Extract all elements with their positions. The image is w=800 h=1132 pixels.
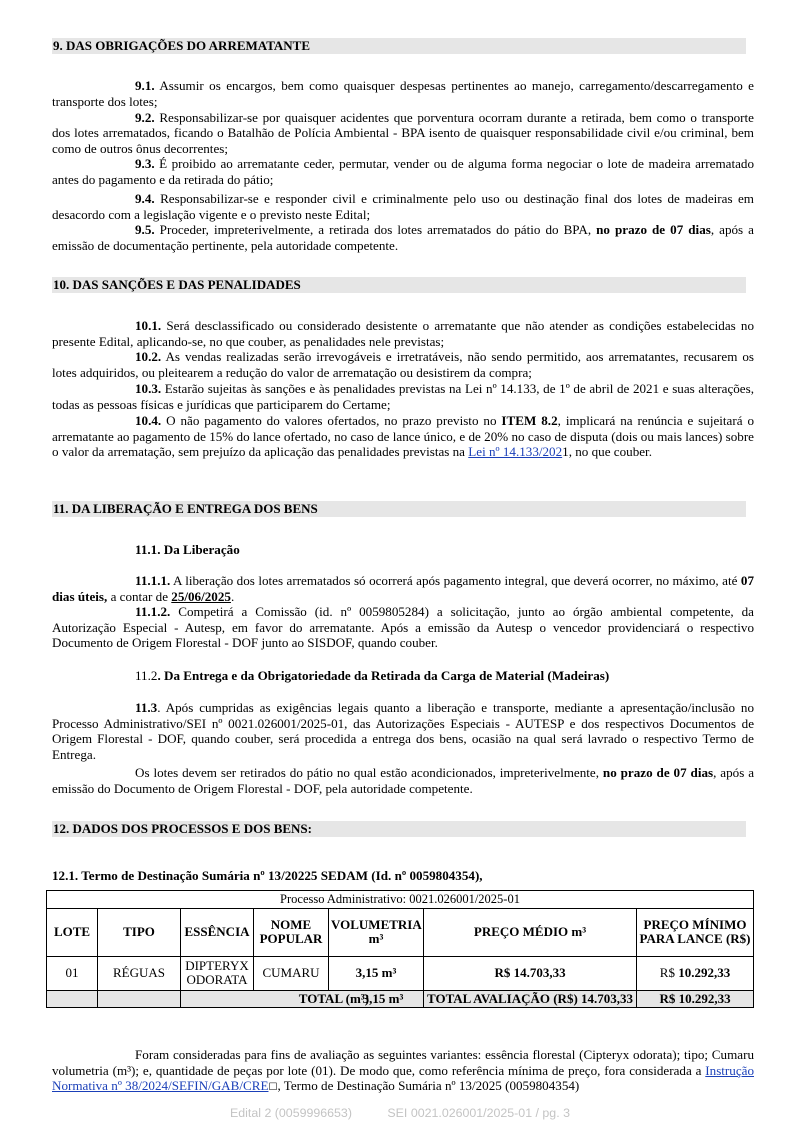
cell-lote: 01 [47, 956, 98, 990]
item-10-3 [52, 381, 754, 412]
item-9-2 [52, 110, 754, 157]
table-row [47, 956, 754, 990]
cell-essencia: DIPTERYX ODORATA [181, 956, 254, 990]
law-link[interactable]: Lei nº 14.133/202 [468, 444, 563, 460]
release-date: 25/06/2025 [171, 588, 231, 604]
subsection-12-1: 12.1. Termo de Destinação Sumária nº 13/20225 SEDAM (Id. nº 0059804354), [52, 868, 483, 883]
item-text: Competirá a Comissão (id. nº 0059805284) a solicitação, junto ao órgão ambiental competente, da Autorização Especial - Autesp, em favor do arrematante. Após a emissão da Autesp o vencedor providenciará o respectivo Documento de Origem Florestal - DOF junto ao SISDOF, quando couber. [52, 604, 754, 651]
header-preco-minimo: PREÇO MÍNIMO PARA LANCE (R$) [637, 908, 754, 956]
instrucao-normativa-link[interactable]: Instrução Normativa nº 38/2024/SEFIN/GAB/CRE [52, 1062, 754, 1094]
section-9-heading: 9. DAS OBRIGAÇÕES DO ARREMATANTE [52, 38, 746, 54]
item-11-1-2 [52, 604, 754, 651]
table-header-row [47, 908, 754, 956]
section-12-heading: 12. DADOS DOS PROCESSOS E DOS BENS: [52, 821, 746, 837]
item-number: 9.5. [135, 222, 155, 237]
total-avaliacao: TOTAL AVALIAÇÃO (R$) 14.703,33 [424, 990, 637, 1008]
item-number: 11.1.1. [135, 573, 171, 588]
item-number: 10.2. [135, 349, 162, 364]
closing-paragraph: Foram consideradas para fins de avaliação as seguintes variantes: essência florestal (Cipteryx odorata); tipo; Cumaru volumetria (m³); e, quantidade de peças por lote (01). De modo que, como referência mínima de preço, fora considerada a Instrução Normativa nº 38/2024/SEFIN/GAB/CRE☐, Termo de Destinação Sumária nº 13/2025 (0059804354) [52, 1047, 754, 1094]
item-number: 11.3 [135, 700, 158, 715]
total-minimo: R$ 10.292,33 [637, 990, 754, 1008]
item-10-4: 10.4. O não pagamento do valores ofertados, no prazo previsto no ITEM 8.2, implicará na renúncia e sujeitará o arrematante ao pagamento de 15% do lance ofertado, no caso de lance único, e de 20% no caso de disputa (dois ou mais lances) sobre o valor da arrematação, sem prejuízo da aplicação das penalidades previstas na Lei nº 14.133/2021, no que couber. [52, 413, 754, 460]
item-ref-bold: ITEM 8.2 [501, 413, 558, 428]
header-preco-medio: PREÇO MÉDIO m³ [424, 908, 637, 956]
section-10-heading: 10. DAS SANÇÕES E DAS PENALIDADES [52, 277, 746, 293]
item-number: 9.3. [135, 156, 155, 171]
total-label-cell: TOTAL (m³) [181, 990, 424, 1008]
cell-preco-minimo: R$ 10.292,33 [637, 956, 754, 990]
section-11-heading: 11. DA LIBERAÇÃO E ENTREGA DOS BENS [52, 501, 746, 517]
page-footer [0, 1106, 800, 1120]
item-number: 10.3. [135, 381, 162, 396]
item-11-1-1: 11.1.1. A liberação dos lotes arrematados só ocorrerá após pagamento integral, que deverá ocorrer, no máximo, até 07 dias úteis, a contar de 25/06/2025. [52, 573, 754, 604]
item-text: . Após cumpridas as exigências legais quanto a liberação e transporte, mediante a apresentação/inclusão no Processo Administrativo/SEI nº 0021.026001/2025-01, das Autorizações Especiais - AUTESP e dos respectivos Documentos de Origem Florestal - DOF, quando couber, será procedida a entrega dos bens, ocasião na qual será lavrado o respectivo Termo de Entrega. [52, 700, 754, 762]
cell-nome-popular: CUMARU [254, 956, 329, 990]
header-nome-popular: NOME POPULAR [254, 908, 329, 956]
item-number: 9.4. [135, 191, 155, 206]
item-text: Estarão sujeitas às sanções e às penalidades previstas na Lei nº 14.133, de 1º de abril de 2021 e suas alterações, todas as pessoas físicas e jurídicas que participarem do Certame; [52, 381, 754, 412]
header-tipo: TIPO [98, 908, 181, 956]
subsection-11-2: 11.2. Da Entrega e da Obrigatoriedade da Retirada da Carga de Material (Madeiras) [135, 668, 610, 683]
item-text: Assumir os encargos, bem como quaisquer despesas pertinentes ao manejo, carregamento/descarregamento e transporte dos lotes; [52, 78, 754, 109]
footer-page-info: SEI 0021.026001/2025-01 / pg. 3 [387, 1106, 570, 1120]
item-9-1 [52, 78, 754, 109]
item-number: 9.1. [135, 78, 155, 93]
lotes-paragraph: Os lotes devem ser retirados do pátio no qual estão acondicionados, impreterivelmente, no prazo de 07 dias, após a emissão do Documento de Origem Florestal - DOF, pela autoridade competente. [52, 765, 755, 796]
item-10-1 [52, 318, 754, 349]
box-glyph: ☐ [268, 1082, 278, 1094]
process-caption: Processo Administrativo: 0021.026001/2025-01 [47, 891, 754, 909]
item-text: As vendas realizadas serão irrevogáveis e irretratáveis, não sendo permitido, aos arrematantes, recusarem os lotes adquiridos, ou pleitearem a redução do valor de arrematação ou desistirem da compra; [52, 349, 754, 380]
deadline-bold: no prazo de 07 dias [596, 222, 711, 237]
header-volumetria: VOLUMETRIA m³ [329, 908, 424, 956]
footer-document-id: Edital 2 (0059996653) [230, 1106, 352, 1120]
item-text: Responsabilizar-se por quaisquer acidentes que porventura ocorram durante a retirada, bem como o transporte dos lotes arrematados, ficando o Batalhão de Polícia Ambiental - BPA isento de quaisquer responsabilidade civil e/ou criminal, bem como de outros ônus decorrentes; [52, 109, 754, 156]
item-number: 9.2. [135, 109, 155, 125]
item-9-5: 9.5. Proceder, impreterivelmente, a retirada dos lotes arrematados do pátio do BPA, no prazo de 07 dias, após a emissão de documentação pertinente, pela autoridade competente. [52, 222, 754, 253]
item-10-2 [52, 349, 754, 380]
total-blank-cell [47, 990, 98, 1008]
cell-preco-medio: R$ 14.703,33 [424, 956, 637, 990]
item-11-3 [52, 700, 754, 762]
header-essencia: ESSÊNCIA [181, 908, 254, 956]
cell-tipo: RÉGUAS [98, 956, 181, 990]
cell-volumetria: 3,15 m³ [329, 956, 424, 990]
item-text: É proibido ao arrematante ceder, permutar, vender ou de alguma forma negociar o lote de madeira arrematado antes do pagamento e da retirada do pátio; [52, 156, 754, 187]
item-number: 10.4. [135, 413, 162, 428]
table-caption-row [47, 891, 754, 909]
item-text: Será desclassificado ou considerado desistente o arrematante que não atender as condições estabelecidas no presente Edital, aplicando-se, no que couber, as penalidades nele previstas; [52, 318, 754, 349]
item-number: 10.1. [135, 318, 162, 333]
item-9-4 [52, 191, 754, 222]
item-text: Responsabilizar-se e responder civil e criminalmente pelo uso ou destinação final dos lotes de madeiras em desacordo com a legislação vigente e o previsto neste Edital; [52, 191, 754, 222]
header-lote: LOTE [47, 908, 98, 956]
total-volumetria: 3,15 m³ [362, 991, 404, 1006]
item-9-3 [52, 156, 754, 187]
total-blank-cell [98, 990, 181, 1008]
subsection-11-1: 11.1. Da Liberação [135, 542, 240, 557]
item-number: 11.1.2. [135, 604, 171, 619]
